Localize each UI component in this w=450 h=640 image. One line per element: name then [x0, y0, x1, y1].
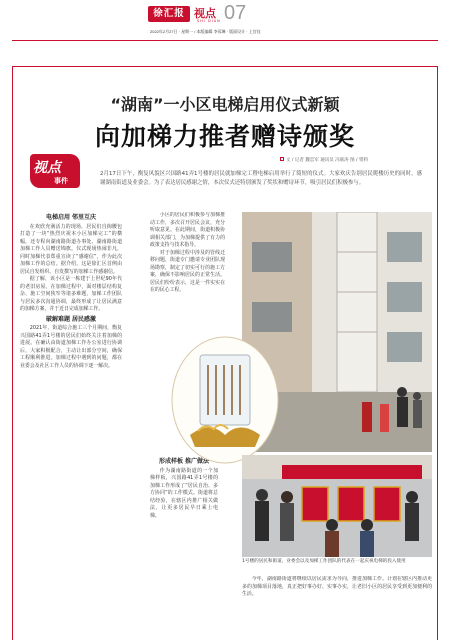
badge-sub-label: 事件 — [54, 177, 68, 185]
subhead: 破解难题 居民感激 — [45, 315, 97, 323]
body-paragraph: 今年，湖南路街道将继续以居民需求为导向，推进加梯工作。计划在辖区内推动更多的加梯项目落地，真正把好事办好、实事办实，让老旧小区的居民享受到更加便利的生活。 — [242, 576, 432, 597]
body-column-3 — [150, 456, 218, 640]
photo-caption: 1号楼的居民和街道、业委会以及加梯工作团队的代表在一起庆祝电梯的投入使用 — [242, 559, 406, 564]
body-paragraph: 对于加梯过程中涉及的管线迁移问题，街道专门邀请专业团队现场勘察，制定了切实可行的施工方案，确保不影响居民的正常生活。居民们纷纷表示，这是一件实实在在的民心工程。 — [150, 249, 225, 293]
body-paragraph: 2021年，街道综合施工三个月期间，衡复兴国路41弄1号楼的居民们始终关注着加梯的进展。在确认由街道加梯工作办公室进行协调后，大家积极配合，主动让出部分空间，确保工程顺利推进。加梯过程中遇到的问题，都在业委会及社区工作人员的协调下逐一解决。 — [20, 325, 122, 369]
newspaper-logo: 徐汇报 — [148, 6, 190, 22]
masthead-rule — [12, 40, 438, 41]
body-column-2 — [150, 212, 225, 302]
lead-paragraph: 2月17日下午，衡复风貌区兴国路41弄1号楼的居民就加梯完工暨电梯启用举行了简短的仪式。大家欢庆告别居民爬楼历史的同时，感谢湖南街道及业委会。为了表达居民感谢之情，本次仪式还特别颁发了奖状和赠诗环节，吸引居民们积极参与。 — [100, 171, 422, 186]
dateline: 2022年2月27日 · 星期一 / 本版编辑 李蓉琳 · 版面设计 · 上官钰 — [150, 29, 261, 34]
viewpoint-badge — [30, 154, 80, 194]
trophy-illustration — [170, 335, 280, 465]
body-column-1 — [20, 212, 122, 640]
subhead: 形成样板 推广做法 — [158, 458, 210, 465]
byline-marker — [280, 157, 284, 161]
masthead — [0, 0, 450, 52]
subhead: 电梯启用 邻里互庆 — [45, 214, 97, 221]
group-illustration — [242, 455, 432, 557]
body-paragraph: 在欢欣充满活力的现场，居民们自掏腰包打造了一块“热烈庆祝本小区加梯完工”的横幅，还专程向湖南路街道办事处、湖南路街道加梯工作人员赠送锦旗。仪式现场热闹非凡，同时加梯代表郑重宣读了“感谢信”，作为此次加梯工作的总结。据介绍，这是徐汇区首例由居民自发组织、自发撰写的加梯工作感谢信。 — [20, 223, 122, 275]
section-title: 视点 — [194, 7, 216, 20]
badge-main-label: 视点 — [33, 160, 61, 176]
body-paragraph: 小区的居民们积极参与加梯推动工作，多次召开居民会议，充分听取意见。在此期间，街道积极协调相关部门，为加梯提供了有力的政策支持与技术指导。 — [150, 212, 225, 248]
article-headline: 向加梯力推者赠诗颁奖 — [94, 122, 355, 151]
body-paragraph: 据了解，该小区是一栋建于上世纪90年代的老旧房屋。在加梯过程中，面对楼层结构复杂、施工空间狭窄等诸多难题，加梯工作团队与居民多次沟通协调，最终形成了让居民满意的加梯方案，并于近日完成加梯工作。 — [20, 276, 122, 312]
page-number: 07 — [224, 2, 247, 24]
body-paragraph: 作为湖南路街道的一个加梯样板，兴国路41弄1号楼的加梯工作形成了“居民自治、多方协同”的工作模式。街道将总结经验，在辖区内推广相关做法，让更多居民早日乘上电梯。 — [150, 467, 218, 519]
byline: 文 / 记者 魏忠军 通讯员 冯联涛 图 / 资料 — [286, 158, 368, 163]
section-title-en: SHI DIAN — [197, 19, 221, 23]
trophy-photo — [170, 335, 280, 465]
group-photo — [242, 455, 432, 557]
closing-paragraph — [242, 576, 432, 640]
article-kicker: “湖南”一小区电梯启用仪式新颖 — [110, 95, 340, 114]
